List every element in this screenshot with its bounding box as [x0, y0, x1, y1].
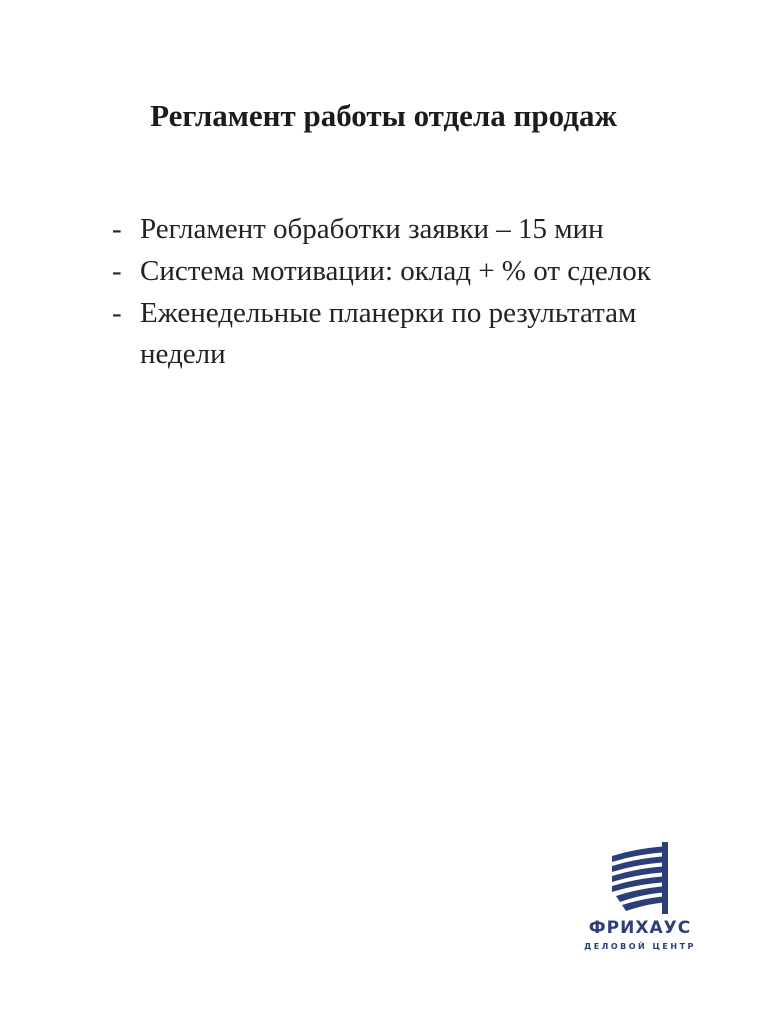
bullet-text: Регламент обработки заявки – 15 мин — [140, 213, 604, 245]
list-item — [112, 209, 672, 250]
bullet-list — [112, 209, 672, 376]
page-title: Регламент работы отдела продаж — [150, 97, 617, 133]
logo-subtitle: ДЕЛОВОЙ ЦЕНТР — [584, 942, 696, 951]
bullet-dash: - — [112, 213, 122, 245]
bullet-dash: - — [112, 297, 122, 329]
bullet-dash: - — [112, 255, 122, 287]
logo-name: ФРИХАУС — [588, 918, 692, 938]
bullet-text: Еженедельные планерки по результатам недели — [140, 297, 637, 370]
list-item — [112, 251, 672, 292]
list-item — [112, 293, 672, 375]
bullet-text: Система мотивации: оклад + % от сделок — [140, 255, 651, 287]
building-stripes-icon — [612, 842, 668, 914]
company-logo — [560, 842, 720, 962]
